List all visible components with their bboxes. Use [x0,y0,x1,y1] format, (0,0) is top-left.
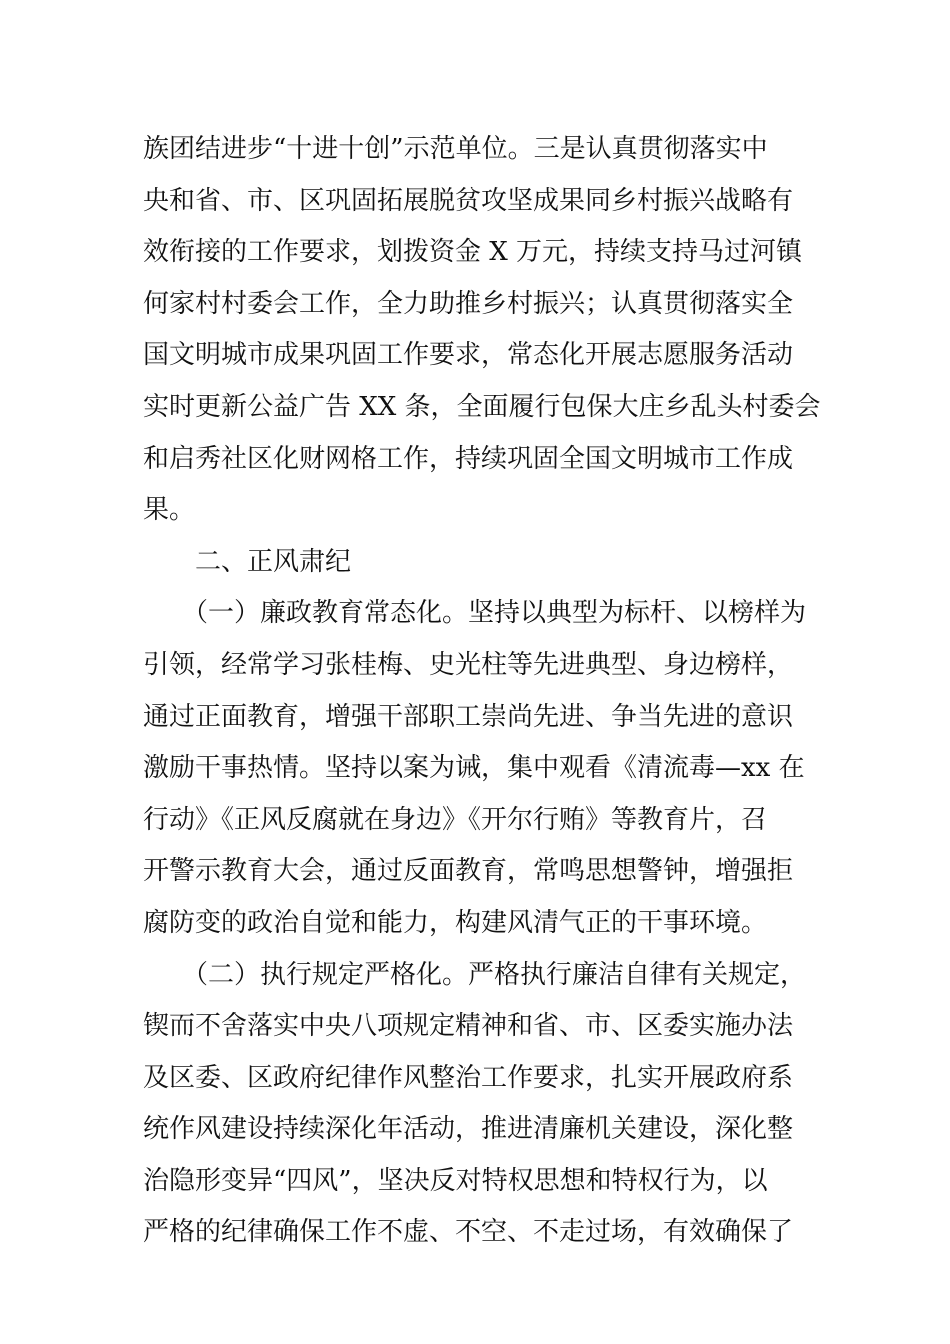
text-line: 腐防变的政治自觉和能力，构建风清气正的干事环境。 [143,907,768,938]
section-heading: 二、正风肃纪 [143,546,352,577]
text-line: 治隐形变异“四风”，坚决反对特权思想和特权行为，以 [143,1165,768,1196]
text-line: 行动》《正风反腐就在身边》《开尔行贿》等教育片，召 [143,804,768,835]
text-line: （二）执行规定严格化。严格执行廉洁自律有关规定， [143,959,807,990]
text-line: 国文明城市成果巩固工作要求，常态化开展志愿服务活动 [143,340,794,371]
text-line: 引领，经常学习张桂梅、史光柱等先进典型、身边榜样， [143,649,794,680]
text-line: 族团结进步“十进十创”示范单位。三是认真贯彻落实中 [143,134,768,164]
text-line: 实时更新公益广告 XX 条，全面履行包保大庄乡乱头村委会 [143,391,821,422]
text-line: 和启秀社区化财网格工作，持续巩固全国文明城市工作成 [143,443,794,474]
text-line: 通过正面教育，增强干部职工崇尚先进、争当先进的意识 [143,701,794,732]
text-line: 激励干事热情。坚持以案为诫，集中观看《清流毒—xx 在 [143,753,805,784]
text-line: 开警示教育大会，通过反面教育，常鸣思想警钟，增强拒 [143,856,794,887]
body-text [143,124,823,1259]
text-line: 严格的纪律确保工作不虚、不空、不走过场，有效确保了 [143,1217,794,1248]
text-line: 央和省、市、区巩固拓展脱贫攻坚成果同乡村振兴战略有 [143,185,794,216]
text-line: 果。 [143,495,196,526]
text-line: （一）廉政教育常态化。坚持以典型为标杆、以榜样为 [143,598,807,629]
text-line: 及区委、区政府纪律作风整治工作要求，扎实开展政府系 [143,1062,794,1093]
text-line: 统作风建设持续深化年活动，推进清廉机关建设，深化整 [143,1114,794,1145]
text-line: 何家村村委会工作，全力助推乡村振兴；认真贯彻落实全 [143,288,794,319]
text-line: 效衔接的工作要求，划拨资金 X 万元，持续支持马过河镇 [143,237,803,268]
text-line: 锲而不舍落实中央八项规定精神和省、市、区委实施办法 [143,1011,794,1042]
